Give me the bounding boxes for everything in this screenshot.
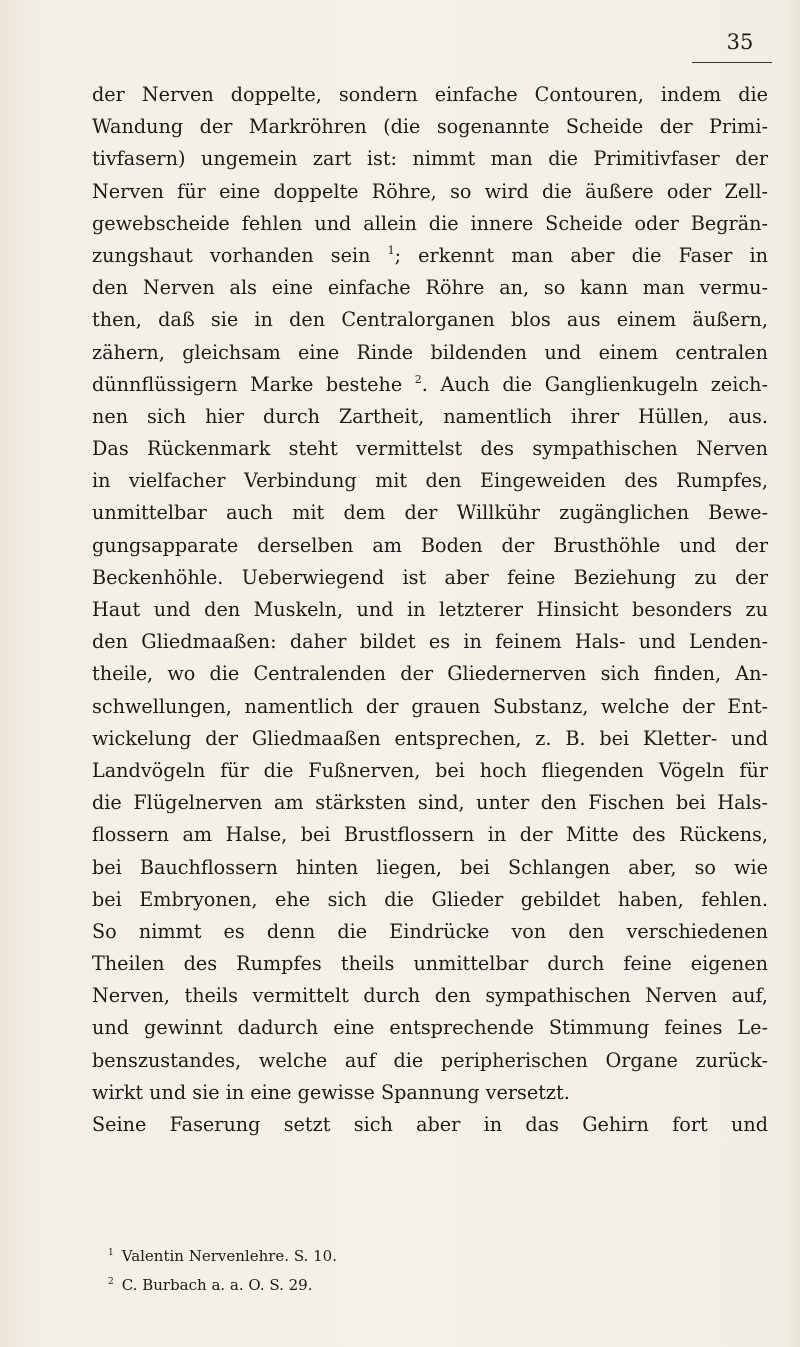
text-line: gungsapparate derselben am Boden der Brusthöhle und der [92,533,768,557]
footnote-text: C. Burbach a. a. O. S. 29. [121,1276,313,1294]
text-line: then, daß sie in den Centralorganen blos aus einem äußern, [92,308,768,332]
text-line: Theilen des Rumpfes theils unmittelbar durch feine eigenen [92,952,768,976]
text-line: flossern am Halse, bei Brustflossern in der Mitte des Rückens, [92,823,768,847]
footnote [108,1240,708,1269]
footnote-mark: 1 [108,1248,114,1258]
footnotes [108,1240,708,1298]
text-line: So nimmt es denn die Eindrücke von den verschiedenen [92,919,768,943]
text-line: bei Embryonen, ehe sich die Glieder gebildet haben, fehlen. [92,887,768,911]
text-line: Seine Faserung setzt sich aber in das Gehirn fort und [92,1113,768,1136]
text-line: den Gliedmaaßen: daher bildet es in feinem Hals- und Lenden- [92,630,768,654]
text-segment: zungshaut vorhanden sein [92,243,371,267]
text-line: den Nerven als eine einfache Röhre an, so kann man vermu- [92,276,768,300]
text-line: gewebscheide fehlen und allein die innere Scheide oder Begrän- [92,211,768,235]
text-line: nen sich hier durch Zartheit, namentlich ihrer Hüllen, aus. [92,404,768,428]
text-line [92,369,768,401]
text-line: Nerven für eine doppelte Röhre, so wird die äußere oder Zell- [92,179,768,203]
text-segment: . Auch die Ganglienkugeln zeich- [421,372,768,396]
text-line: Landvögeln für die Fußnerven, bei hoch fliegenden Vögeln für [92,758,768,782]
text-line: tivfasern) ungemein zart ist: nimmt man die Primitivfaser der [92,147,768,171]
footnote-mark: 2 [108,1277,114,1287]
text-line: bei Bauchflossern hinten liegen, bei Schlangen aber, so wie [92,855,768,879]
body-text [92,79,768,1141]
text-line: benszustandes, welche auf die peripherischen Organe zurück- [92,1048,768,1072]
text-line: Haut und den Muskeln, und in letzterer Hinsicht besonders zu [92,598,768,621]
page-number: 35 [726,30,754,54]
text-line: wickelung der Gliedmaaßen entsprechen, z. B. bei Kletter- und [92,726,768,750]
text-line: wirkt und sie in eine gewisse Spannung versetzt. [92,1080,570,1104]
footnote-ref: 2 [414,372,422,386]
text-line: zähern, gleichsam eine Rinde bildenden und einem centralen [92,340,768,364]
text-line: die Flügelnerven am stärksten sind, unter den Fischen bei Hals- [92,791,768,815]
text-line: Wandung der Markröhren (die sogenannte Scheide der Primi- [92,115,768,139]
text-line: schwellungen, namentlich der grauen Substanz, welche der Ent- [92,694,768,718]
text-line [92,240,768,272]
text-line: Beckenhöhle. Ueberwiegend ist aber feine Beziehung zu der [92,565,768,589]
footnote-ref: 1 [387,243,395,257]
text-segment: dünnflüssigern Marke bestehe [92,372,403,396]
text-segment: ; erkennt man aber die Faser in [394,243,768,267]
text-line: Das Rückenmark steht vermittelst des sympathischen Nerven [92,437,768,461]
footnote-text: Valentin Nervenlehre. S. 10. [121,1247,337,1265]
footnote [108,1269,708,1298]
header-rule [692,62,772,63]
text-line: und gewinnt dadurch eine entsprechende Stimmung feines Le- [92,1016,768,1040]
text-line: Nerven, theils vermittelt durch den sympathischen Nerven auf, [92,984,768,1008]
text-line: in vielfacher Verbindung mit den Eingeweiden des Rumpfes, [92,469,768,493]
text-line: der Nerven doppelte, sondern einfache Contouren, indem die [92,83,768,106]
text-line: unmittelbar auch mit dem der Willkühr zugänglichen Bewe- [92,501,768,525]
text-line: theile, wo die Centralenden der Gliedernerven sich finden, An- [92,662,768,686]
